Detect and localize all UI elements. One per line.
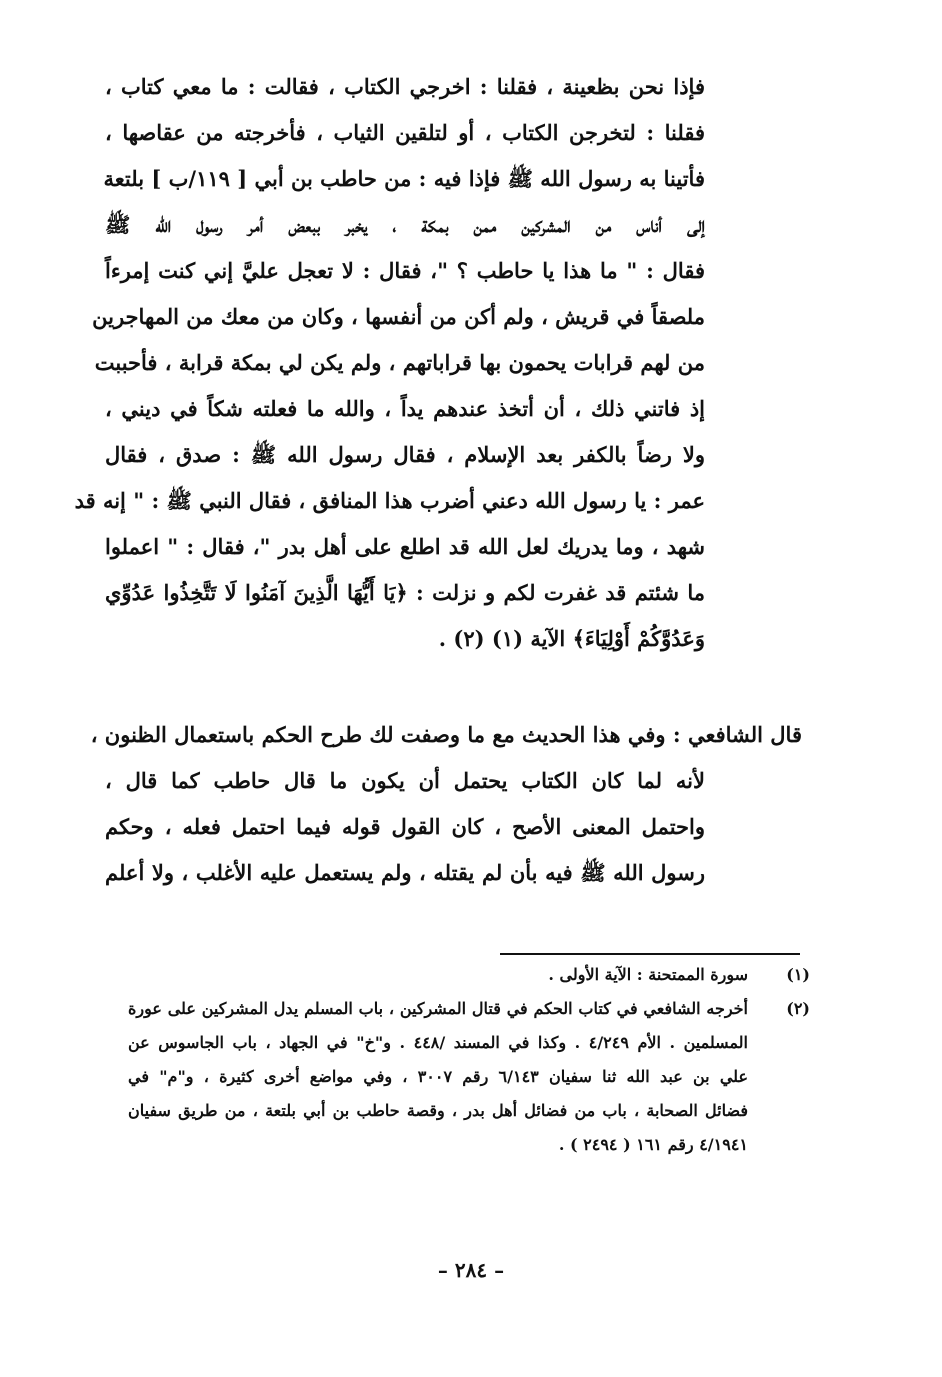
text-line: فإذا نحن بظعينة ، فقلنا : اخرجي الكتاب ، فقالت : ما معي كتاب ، [105, 74, 705, 99]
footnote-body [128, 958, 748, 992]
text-line: رسول الله ﷺ فيه بأن لم يقتله ، ولم يستعمل عليه الأغلب ، ولا أعلم [105, 860, 705, 885]
footnotes [128, 958, 808, 1162]
footnote-divider [500, 953, 800, 955]
hadith-paragraph [74, 64, 705, 662]
text-line: فأتينا به رسول الله ﷺ فإذا فيه : من حاطب بن أبي [ ١١٩/ب ] بلتعة [103, 166, 705, 191]
text-line: شهد ، وما يدريك لعل الله قد اطلع على أهل بدر "، فقال : " اعملوا [105, 534, 705, 559]
text-line: وَعَدُوَّكُمْ أَوْلِيَاءَ﴾ الآية (١) (٢) . [438, 626, 705, 651]
footnote-line: ٤/١٩٤١ رقم ١٦١ ( ٢٤٩٤ ) . [558, 1135, 748, 1154]
page-number: – ٢٨٤ – [437, 1258, 505, 1282]
text-line: عمر : يا رسول الله دعني أضرب هذا المنافق ، فقال النبي ﷺ : " إنه قد [74, 488, 705, 513]
text-line: لأنه لما كان الكتاب يحتمل أن يكون ما قال حاطب كما قال ، [105, 768, 705, 793]
text-line: إلى أناس من المشركين ممن بمكة ، يخبر ببعض أمر رسول الله ﷺ [105, 212, 705, 237]
text-line: من لهم قرابات يحمون بها قراباتهم ، ولم يكن لي بمكة قرابة ، فأحببت [94, 350, 705, 375]
footnote-line: أخرجه الشافعي في كتاب الحكم في قتال المشركين ، باب المسلم يدل المشركين على عورة [128, 999, 748, 1018]
footnote-line: فضائل الصحابة ، باب من فضائل أهل بدر ، وقصة حاطب بن أبي بلتعة ، من طريق سفيان [128, 1101, 748, 1120]
text-line: ما شئتم قد غفرت لكم و نزلت : ﴿يَا أَيُّهَا الَّذِينَ آمَنُوا لَا تَتَّخِذُوا عَدُوِّي [105, 580, 705, 605]
footnote-line: سورة الممتحنة : الآية الأولى . [548, 965, 748, 984]
shafii-paragraph [90, 712, 802, 896]
footnote-line: المسلمين . الأم ٤/٢٤٩ . وكذا في المسند /٤٤٨ . و"خ" في الجهاد ، باب الجاسوس عن [128, 1033, 749, 1052]
footnote-body [128, 992, 748, 1162]
text-line: فقال : " ما هذا يا حاطب ؟ "، فقال : لا تعجل عليَّ إني كنت إمرءاً [105, 258, 705, 283]
footnote-number: (٢) [786, 999, 810, 1018]
text-line: قال الشافعي : وفي هذا الحديث مع ما وصفت لك طرح الحكم باستعمال الظنون ، [90, 722, 802, 747]
text-line: إذ فاتني ذلك ، أن أتخذ عندهم يداً ، والله ما فعلته شكاً في ديني ، [105, 396, 705, 421]
text-line: واحتمل المعنى الأصح ، كان القول قوله فيما احتمل فعله ، وحكم [105, 814, 705, 839]
footnote-1 [128, 958, 808, 992]
footnote-2 [128, 992, 808, 1162]
text-line: فقلنا : لتخرجن الكتاب ، أو لتلقين الثياب ، فأخرجته من عقاصها ، [105, 120, 705, 145]
footnote-number: (١) [786, 965, 810, 984]
footnote-line: علي بن عبد الله ثنا سفيان ٦/١٤٣ رقم ٣٠٠٧ ، وفي مواضع أخرى كثيرة ، و"م" في [128, 1067, 749, 1086]
text-line: ولا رضاً بالكفر بعد الإسلام ، فقال رسول الله ﷺ : صدق ، فقال [105, 442, 705, 467]
text-line: ملصقاً في قريش ، ولم أكن من أنفسها ، وكان من معك من المهاجرين [92, 304, 705, 329]
